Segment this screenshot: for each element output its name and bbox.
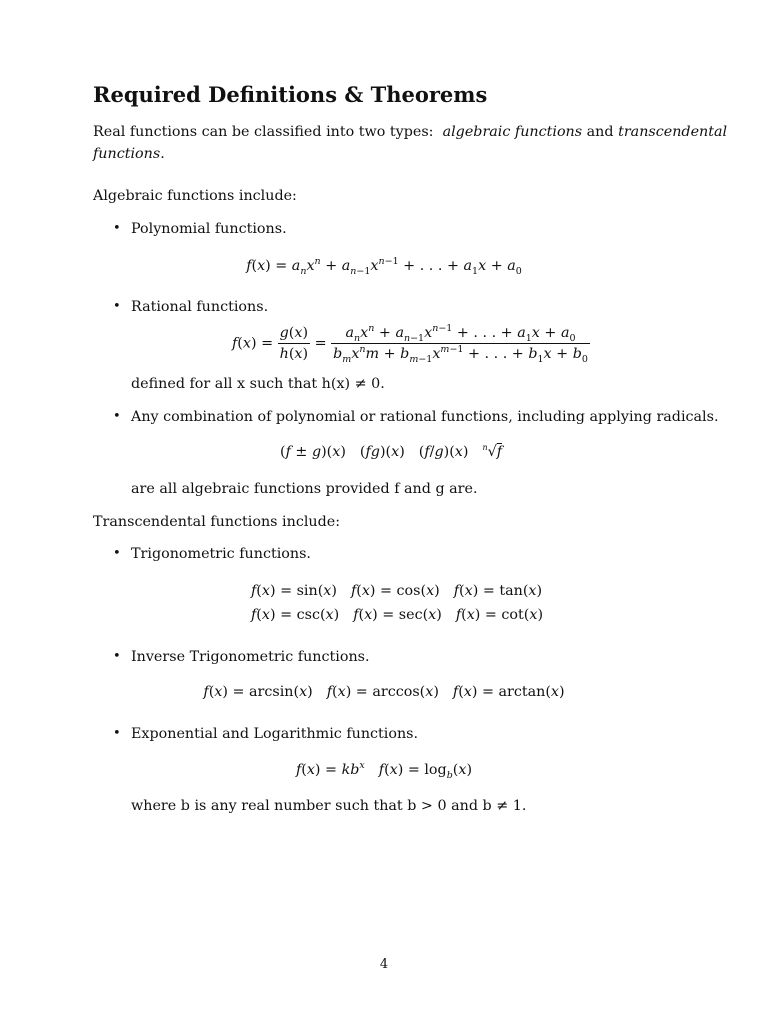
bullet-dot: • <box>113 649 121 664</box>
bullet-dot: • <box>113 299 121 314</box>
intro-line-1 <box>93 122 727 142</box>
inverse-trig-formulas: f(x) = arcsin(x) f(x) = arccos(x) f(x) = arctan(x) <box>203 684 565 700</box>
transcendental-header: Transcendental functions include: <box>93 514 341 530</box>
intro-period: . <box>160 146 165 162</box>
rational-formula: f(x) = $\frac{g(x)}{h(x)}$ = $\frac{a_nx^n + a_{n-1}x^{n-1} + . . . + a_1x + a_0}{b_mx^nm + b_{m-1}x^{m-1} + . . . + b_1x + b_0}$ <box>232 323 588 365</box>
intro-term-functions: functions <box>93 146 161 162</box>
rational-label: Rational functions. <box>131 299 269 315</box>
combination-label: Any combination of polynomial or rational functions, including applying radicals. <box>131 409 719 425</box>
page-heading: Required Definitions & Theorems <box>93 82 488 107</box>
algebraic-header: Algebraic functions include: <box>93 188 297 204</box>
bullet-dot: • <box>113 546 121 561</box>
intro-and: and <box>586 124 614 140</box>
intro-text: Real functions can be classified into two types: <box>93 124 434 140</box>
bullet-dot: • <box>113 221 121 236</box>
intro-term-algebraic: algebraic functions <box>442 124 583 140</box>
inverse-trig-label: Inverse Trigonometric functions. <box>131 649 370 665</box>
polynomial-formula: $f(x) = a_nx^n + a_{n-1}x^{n-1}$ + . . . + $a_1x + a_0$ <box>246 256 522 277</box>
intro-line-2 <box>93 144 165 164</box>
trig-formulas-row-1: f(x) = sin(x) f(x) = cos(x) f(x) = tan(x) <box>251 583 543 599</box>
polynomial-label: Polynomial functions. <box>131 221 287 237</box>
bullet-dot: • <box>113 409 121 424</box>
rational-fraction-gh: $\frac{g(x)}{h(x)}$ <box>279 325 309 362</box>
rational-fraction-expanded: $\frac{a_nx^n + a_{n-1}x^{n-1} + . . . + a_1x + a_0}{b_mx^nm + b_{m-1}x^{m-1} + . . . + b_1x + b_0}$ <box>333 323 588 365</box>
rational-note: defined for all x such that h(x) ≠ 0. <box>131 376 385 392</box>
intro-term-transcendental: transcendental <box>618 124 728 140</box>
explog-formulas: $f(x) = kb^x$ $f(x) = \log_b(x)$ <box>295 760 473 781</box>
explog-label: Exponential and Logarithmic functions. <box>131 726 419 742</box>
page-number: 4 <box>379 957 389 972</box>
explog-note: where b is any real number such that b > 0 and b ≠ 1. <box>131 798 527 814</box>
trig-formulas-row-2: f(x) = csc(x) f(x) = sec(x) f(x) = cot(x) <box>251 607 544 623</box>
combination-note: are all algebraic functions provided f and g are. <box>131 481 478 497</box>
combination-formula: (f ± g)(x) (fg)(x) (f/g)(x) $^n$√f <box>280 443 503 460</box>
bullet-dot: • <box>113 726 121 741</box>
trig-label: Trigonometric functions. <box>131 546 311 562</box>
